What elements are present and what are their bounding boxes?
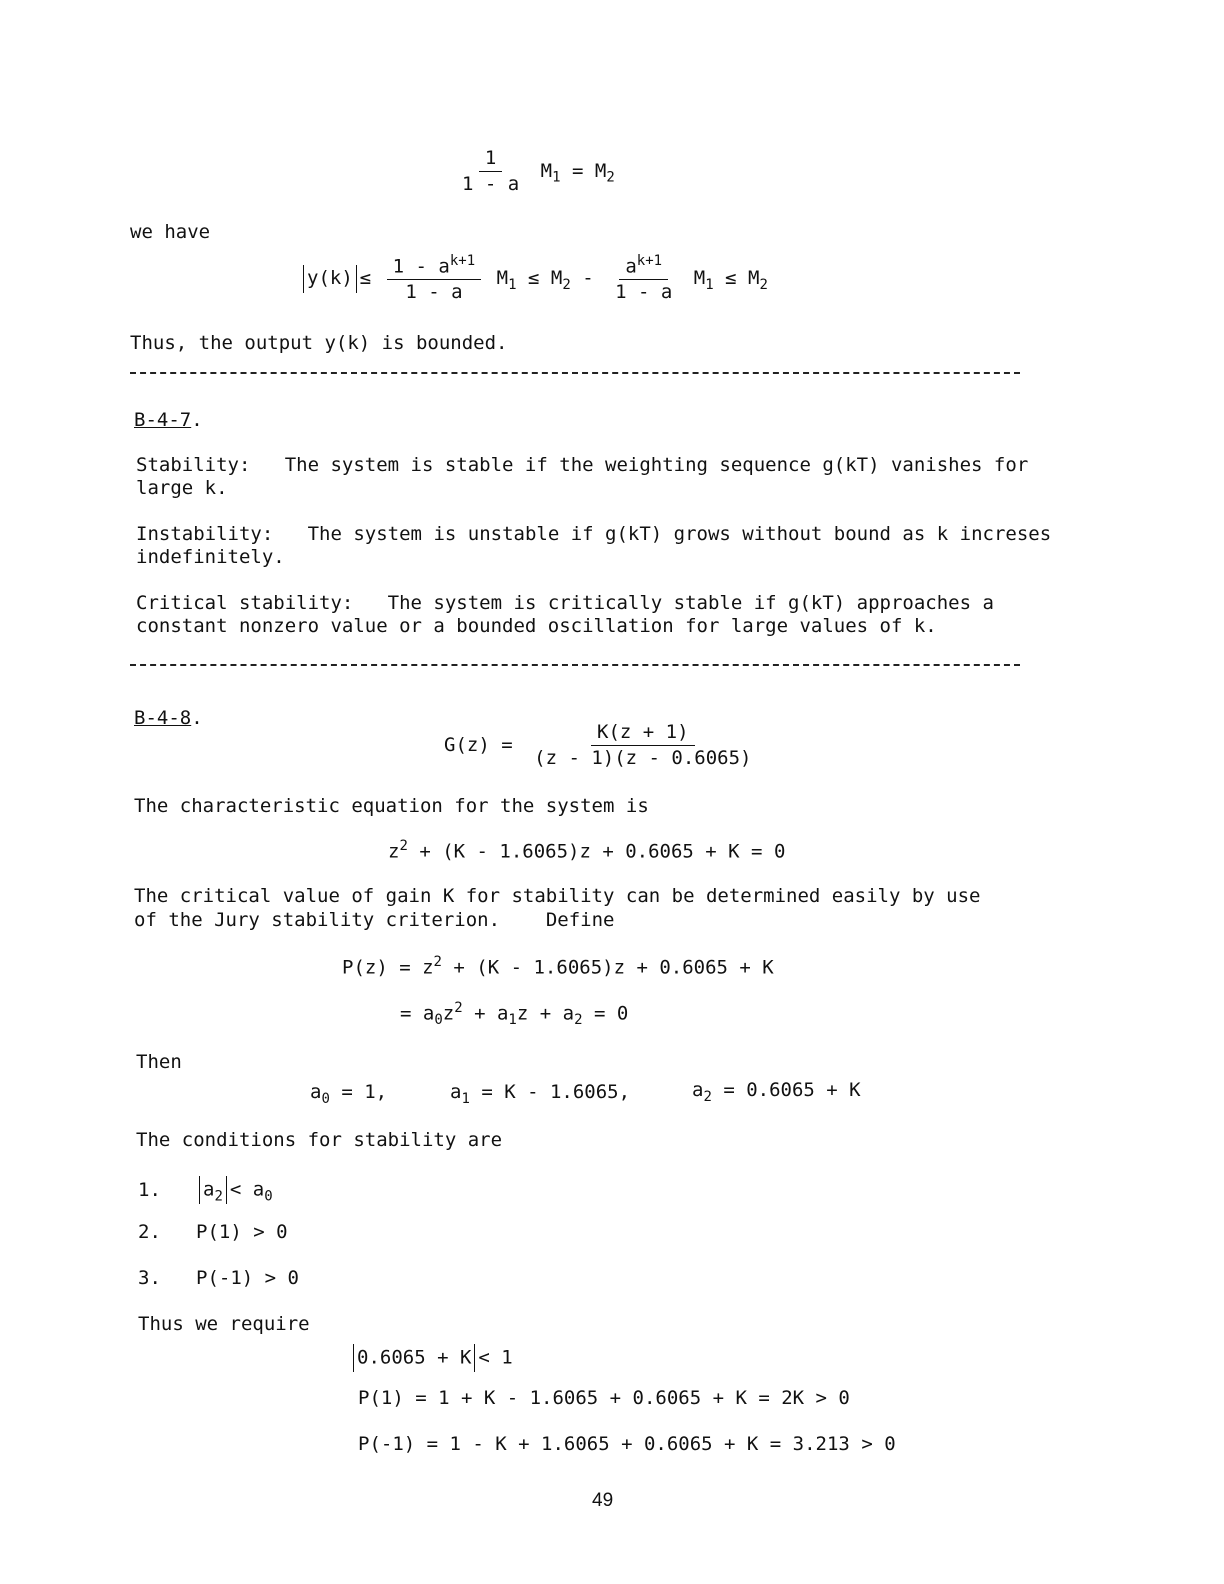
instability-def-cont: indefinitely.	[136, 546, 285, 568]
condition-2: P(1) > 0	[196, 1221, 288, 1243]
condition-3-number: 3.	[138, 1267, 161, 1289]
condition-1: $a_2 < a_0$	[196, 1176, 273, 1204]
top-equation: $\frac{1}{1 - a}$ $M_1 = M_2$	[462, 147, 615, 195]
bound-inequality: y(k) ≤ $\frac{1 - a^{k+1}}{1 - a}$ $M_1 \le M_2$ - $\frac{a^{k+1}}{1 - a}$ $M_1 \le M_2$	[300, 254, 768, 303]
conditions-intro: The conditions for stability are	[136, 1129, 503, 1151]
bounded-conclusion: Thus, the output y(k) is bounded.	[130, 332, 508, 354]
coef-a0: $a_0 = 1$,	[310, 1081, 388, 1107]
critical-stability-def-cont: constant nonzero value or a bounded oscillation for large values of k.	[136, 615, 937, 637]
section-heading-b47: B-4-7.	[134, 409, 203, 431]
condition-3: P(-1) > 0	[196, 1267, 299, 1289]
section-divider	[130, 664, 1020, 666]
requirement-2: P(1) = 1 + K - 1.6065 + 0.6065 + K = 2K > 0	[358, 1387, 850, 1409]
jury-intro: The critical value of gain K for stability can be determined easily by use	[134, 885, 981, 907]
section-heading-b48: B-4-8.	[134, 707, 203, 729]
jury-intro-cont: of the Jury stability criterion. Define	[134, 909, 615, 931]
coef-a1: $a_1 = K - 1.6065$,	[450, 1081, 631, 1107]
requirement-1: 0.6065 + K < 1	[350, 1344, 513, 1372]
char-eq-intro: The characteristic equation for the system is	[134, 795, 649, 817]
pz-definition: $P(z) = z^2 + (K - 1.6065)z + 0.6065 + K$	[342, 954, 774, 979]
condition-1-number: 1.	[138, 1179, 161, 1201]
require-intro: Thus we require	[138, 1313, 310, 1335]
section-divider	[130, 372, 1020, 374]
pz-coefficient-form: = $a_0z^2 + a_1z + a_2 = 0$	[400, 1000, 629, 1029]
transfer-function: G(z) = $\frac{K(z + 1)}{(z - 1)(z - 0.6065)}$	[444, 721, 752, 769]
page-number: 49	[592, 1490, 614, 1511]
we-have-text: we have	[130, 221, 211, 243]
then-text: Then	[136, 1051, 182, 1073]
requirement-3: P(-1) = 1 - K + 1.6065 + 0.6065 + K = 3.213 > 0	[358, 1433, 896, 1455]
instability-def: Instability: The system is unstable if g(kT) grows without bound as k increses	[136, 523, 1052, 545]
stability-def: Stability: The system is stable if the weighting sequence g(kT) vanishes for	[136, 454, 1029, 476]
coef-a2: $a_2 = 0.6065 + K$	[692, 1079, 861, 1105]
char-equation: $z^2 + (K - 1.6065)z + 0.6065 + K = 0$	[388, 838, 786, 863]
critical-stability-def: Critical stability: The system is critically stable if g(kT) approaches a	[136, 592, 994, 614]
stability-def-cont: large k.	[136, 477, 228, 499]
condition-2-number: 2.	[138, 1221, 161, 1243]
